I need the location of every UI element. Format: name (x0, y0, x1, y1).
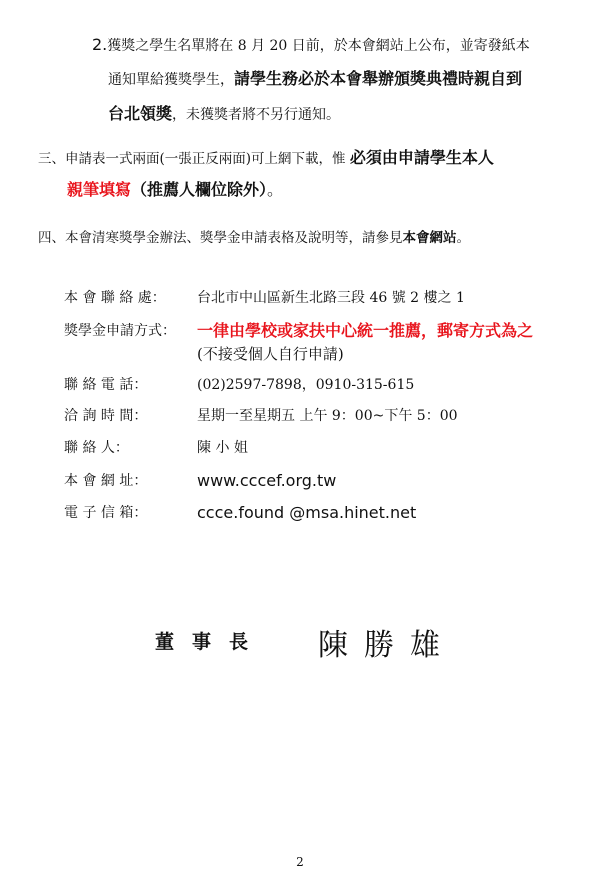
contact-method-label: 獎學金申請方式： (64, 323, 176, 339)
contact-hours-label: 洽 詢 時 間： (64, 408, 148, 424)
item3-text2-red: 親筆填寫 (67, 180, 132, 199)
item3-text2-end: 。 (267, 180, 284, 199)
contact-website-label: 本 會 網 址： (64, 473, 148, 489)
item3-text1-normal: 三、申請表一式兩面(一張正反兩面)可上網下載，惟 (38, 151, 350, 167)
contact-address-value: 台北市中山區新生北路三段 46 號 2 樓之 1 (197, 290, 465, 306)
contact-phone-row (0, 374, 600, 396)
item4-text-bold: 本會網站 (402, 230, 457, 246)
item2-line1 (92, 37, 530, 53)
item3-line2 (67, 182, 283, 198)
item4-text-end: 。 (456, 230, 470, 246)
item2-number: 2. (92, 35, 108, 54)
item2-text3-normal: ，未獲獎者將不另行通知。 (172, 107, 341, 123)
contact-method-note-row (0, 343, 600, 365)
contact-method-row (0, 320, 600, 342)
contact-person-row (0, 437, 600, 459)
item2-text1: 獲獎之學生名單將在 8 月 20 日前，於本會網站上公布，並寄發紙本 (107, 38, 530, 54)
contact-email-link[interactable]: ccce.found @msa.hinet.net (197, 503, 417, 522)
item4-line (38, 232, 470, 246)
contact-hours-row (0, 405, 600, 427)
contact-website-row (0, 470, 600, 492)
contact-method-value: 一律由學校或家扶中心統一推薦，郵寄方式為之 (197, 321, 534, 340)
contact-person-label: 聯 絡 人： (64, 440, 129, 456)
contact-hours-value: 星期一至星期五 上午 9：00~下午 5：00 (197, 408, 458, 424)
item4-text-normal: 四、本會清寒獎學金辦法、獎學金申請表格及說明等，請參見 (38, 230, 403, 246)
contact-phone-value: (02)2597-7898，0910-315-615 (197, 377, 415, 393)
item3-text2-bold: （推薦人欄位除外） (131, 180, 268, 199)
contact-email-label: 電 子 信 箱： (64, 505, 148, 521)
contact-website-link[interactable]: www.cccef.org.tw (197, 471, 337, 490)
item2-text2-normal: 通知單給獲獎學生， (108, 72, 234, 88)
item2-line3 (108, 106, 340, 122)
contact-person-value: 陳 小 姐 (197, 440, 248, 456)
contact-method-note: (不接受個人自行申請) (197, 345, 344, 363)
item3-text1-bold: 必須由申請學生本人 (349, 148, 494, 167)
signature-name: 陳勝雄 (318, 628, 456, 663)
contact-email-row (0, 502, 600, 524)
contact-phone-label: 聯 絡 電 話： (64, 377, 148, 393)
item2-line2 (108, 71, 522, 87)
contact-address-row (0, 287, 600, 309)
signature-title: 董事長 (155, 631, 267, 653)
page-number: 2 (296, 855, 304, 869)
item2-text3-bold: 台北領獎 (108, 104, 173, 123)
item3-line1 (38, 150, 494, 167)
item2-text2-bold: 請學生務必於本會舉辦頒獎典禮時親自到 (234, 69, 523, 88)
contact-address-label: 本 會 聯 絡 處： (64, 290, 166, 306)
